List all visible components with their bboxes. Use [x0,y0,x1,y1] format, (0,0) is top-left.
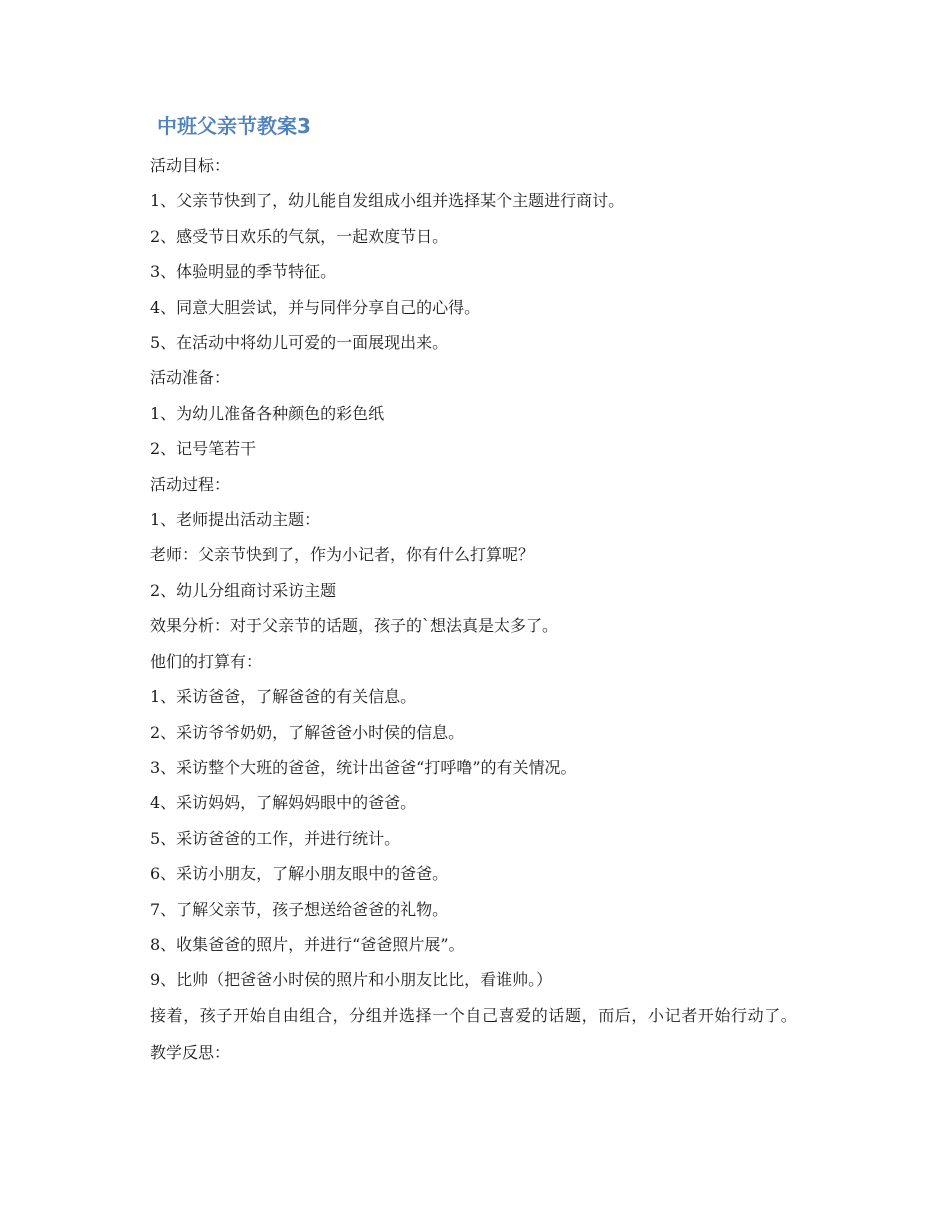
plan-item: 6、采访小朋友，了解小朋友眼中的爸爸。 [150,864,449,884]
section-heading-process: 活动过程： [150,474,231,494]
goal-item: 4、同意大胆尝试，并与同伴分享自己的心得。 [150,297,481,317]
plans-heading: 他们的打算有： [150,651,263,671]
plan-item: 1、采访爸爸，了解爸爸的有关信息。 [150,687,417,707]
plan-item: 4、采访妈妈，了解妈妈眼中的爸爸。 [150,793,417,813]
goal-item: 3、体验明显的季节特征。 [150,262,337,282]
goal-item: 1、父亲节快到了，幼儿能自发组成小组并选择某个主题进行商讨。 [150,191,625,211]
effect-analysis: 效果分析：对于父亲节的话题，孩子的`想法真是太多了。 [150,616,559,636]
preparation-item: 2、记号笔若干 [150,439,257,459]
plan-item: 8、收集爸爸的照片，并进行“爸爸照片展”。 [150,934,465,954]
closing-paragraph: 接着，孩子开始自由组合，分组并选择一个自己喜爱的话题，而后，小记者开始行动了。 [150,1005,798,1025]
goal-item: 2、感受节日欢乐的气氛，一起欢度节日。 [150,226,449,246]
section-heading-goals: 活动目标： [150,156,231,175]
plan-item: 5、采访爸爸的工作，并进行统计。 [150,828,401,848]
goal-item: 5、在活动中将幼儿可爱的一面展现出来。 [150,333,449,353]
process-step: 1、老师提出活动主题： [150,510,321,530]
section-heading-preparation: 活动准备： [150,368,231,388]
section-heading-reflection: 教学反思： [150,1042,231,1062]
plan-item: 3、采访整个大班的爸爸，统计出爸爸“打呼噜”的有关情况。 [150,757,577,777]
process-step: 2、幼儿分组商讨采访主题 [150,580,337,600]
plan-item: 7、了解父亲节，孩子想送给爸爸的礼物。 [150,899,449,919]
plan-item: 9、比帅（把爸爸小时侯的照片和小朋友比比，看谁帅。） [150,970,553,990]
preparation-item: 1、为幼儿准备各种颜色的彩色纸 [150,403,385,423]
document-body [113,148,841,1070]
plan-item: 2、采访爷爷奶奶，了解爸爸小时侯的信息。 [150,722,465,742]
document-title: 中班父亲节教案3 [157,114,311,138]
teacher-line: 老师：父亲节快到了，作为小记者，你有什么打算呢？ [150,545,535,565]
